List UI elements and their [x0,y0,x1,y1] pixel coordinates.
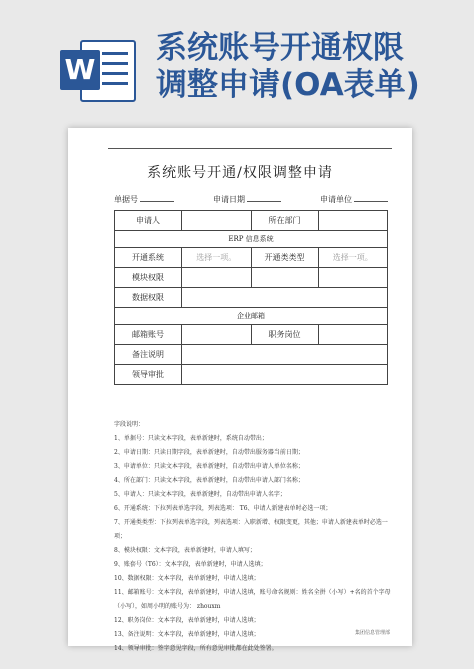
doc-no-label: 单据号 [114,195,138,204]
table-row [115,345,388,365]
list-item: 6、开通系统：下拉列表单选字段，列表选项： T6、申请人新建表单时必选一项； [114,505,332,512]
open-system-label: 开通系统 [115,248,182,268]
table-row [115,365,388,385]
module-perm-extra2[interactable] [318,268,388,288]
list-item: 11、邮箱账号：文本字段，表单新建时，申请人选填，账号命名规则：姓名全拼（小写）+名的首个字母（小写），如周小明的账号为： zhouxm [114,589,391,610]
leader-approve-value[interactable] [182,365,388,385]
remark-value[interactable] [182,345,388,365]
banner [0,0,474,110]
apply-date-label: 申请日期 [213,195,245,204]
application-form-table [114,210,388,385]
list-item: 4、所在部门：只读文本字段，表单新建时，自动带出申请人部门名称； [114,477,304,484]
remark-label: 备注说明 [115,345,182,365]
list-item: 12、职务岗位：文本字段，表单新建时，申请人选填； [114,617,260,624]
mail-account-label: 邮箱账号 [115,325,182,345]
footer-department: 集团信息管理部 [354,630,390,636]
data-perm-label: 数据权限 [115,288,182,308]
notes-heading: 字段说明： [114,421,145,428]
apply-unit-field [320,194,388,205]
word-badge: W [60,50,100,90]
table-row [115,288,388,308]
leader-approve-label: 领导审批 [115,365,182,385]
banner-title-line2: 调整申请(OA表单) [156,67,420,103]
apply-date-blank [247,201,281,202]
applicant-value[interactable] [182,211,252,231]
list-item: 9、账套号（T6）：文本字段，表单新建时，申请人选填； [114,561,267,568]
list-item: 10、数据权限：文本字段，表单新建时，申请人选填； [114,575,260,582]
apply-unit-label: 申请单位 [320,195,352,204]
erp-section-header: ERP 信息系统 [115,231,388,248]
list-item: 5、申请人：只读文本字段，表单新建时，自动带出申请人名字； [114,491,286,498]
table-row [115,268,388,288]
table-row [115,231,388,248]
mail-account-value[interactable] [182,325,252,345]
table-row [115,248,388,268]
header-rule [108,148,392,149]
list-item: 7、开通类类型：下拉列表单选字段，列表选项：入职新增、权限变更，其他；申请人新建表单时必选一项； [114,519,388,540]
word-document-icon [58,36,136,102]
position-value[interactable] [318,325,388,345]
list-item: 14、领导审批：签字意见字段，所有意见审批都在此处签署。 [114,645,278,652]
apply-unit-blank [354,201,388,202]
data-perm-value[interactable] [182,288,388,308]
banner-title-line1: 系统账号开通权限 [156,30,404,66]
position-label: 职务岗位 [251,325,318,345]
list-item: 1、单据号：只读文本字段，表单新建时，系统自动带出； [114,435,268,442]
open-system-select[interactable]: 选择一项。 [182,248,252,268]
list-item: 3、申请单位：只读文本字段，表单新建时，自动带出申请人单位名称； [114,463,304,470]
module-perm-value[interactable] [182,268,252,288]
open-type-label: 开通类类型 [251,248,318,268]
list-item: 2、申请日期：只读日期字段，表单新建时，自动带出服务器当前日期； [114,449,304,456]
open-type-select[interactable]: 选择一项。 [318,248,388,268]
list-item: 8、模块权限：文本字段，表单新建时，申请人填写； [114,547,256,554]
applicant-label: 申请人 [115,211,182,231]
list-item: 13、备注说明：文本字段，表单新建时，申请人选填； [114,631,260,638]
department-label: 所在部门 [251,211,318,231]
document-meta [114,194,388,205]
doc-no-field [114,194,174,205]
mail-section-header: 企业邮箱 [115,308,388,325]
field-notes [114,418,394,656]
table-row [115,211,388,231]
table-row [115,325,388,345]
department-value[interactable] [318,211,388,231]
table-row [115,308,388,325]
document-title: 系统账号开通/权限调整申请 [147,165,333,181]
banner-title [156,30,456,104]
module-perm-label: 模块权限 [115,268,182,288]
document-page [68,128,412,652]
doc-no-blank [140,201,174,202]
module-perm-extra[interactable] [251,268,318,288]
apply-date-field [213,194,281,205]
